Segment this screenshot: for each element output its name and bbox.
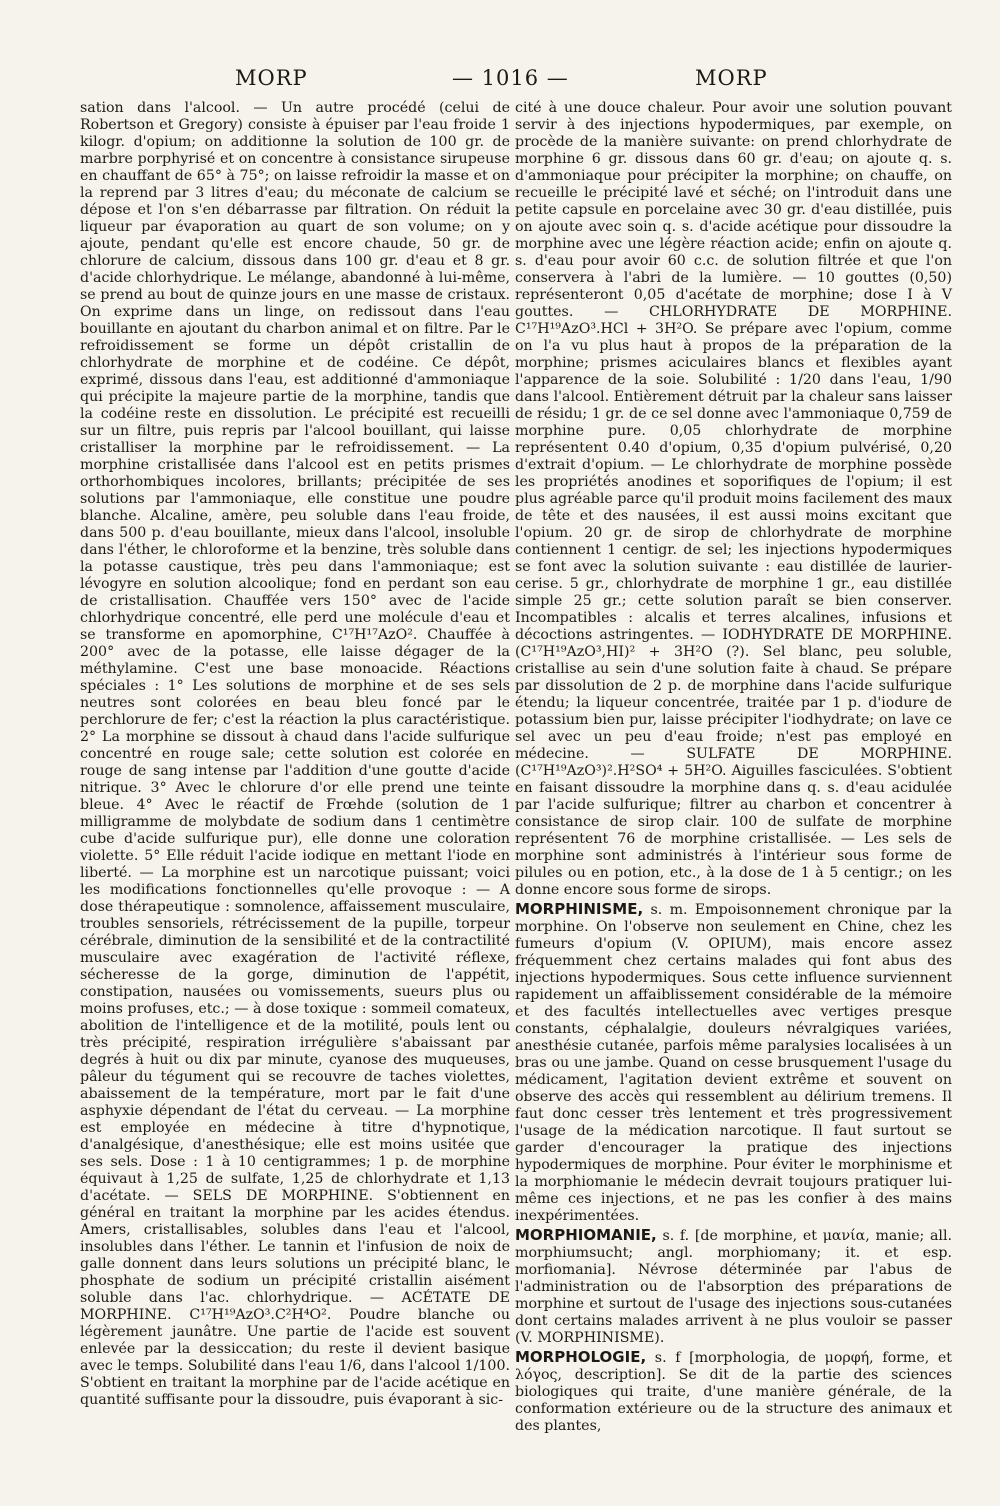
entry-head-morphiomanie: MORPHIOMANIE, bbox=[515, 1226, 657, 1244]
running-head bbox=[0, 66, 1000, 90]
entry-morphiomanie bbox=[515, 1227, 952, 1347]
entry-body-morphiomanie: s. f. [de morphine, et μανία, manie; all. morphiumsucht; angl. morphiomany; it. et esp. morfiomania]. Névrose déterminée par l'abus de l'administration ou de l'absorption des préparations de morphine et surtout de l'usage des injections sous-cutanées dont certains malades arrivent à ne plus vouloir se passer (V. MORPHINISME). bbox=[515, 1228, 952, 1346]
entry-head-morphologie: MORPHOLOGIE, bbox=[515, 1348, 647, 1366]
morphine-entry-continuation: sation dans l'alcool. — Un autre procédé (celui de Robertson et Gregory) consiste à épuiser par l'eau froide 1 kilogr. d'opium; on additionne la solution de 100 gr. de marbre porphyrisé et on concentre à consistance sirupeuse en chauffant de 65° à 75°; on laisse refroidir la masse et on la reprend par 3 litres d'eau; du méconate de calcium se dépose et l'on s'en débarrasse par filtration. On réduit la liqueur par évaporation au quart de son volume; on y ajoute, pendant qu'elle est encore chaude, 50 gr. de chlorure de calcium, dissous dans 100 gr. d'eau et 8 gr. d'acide chlorhydrique. Le mélange, abandonné à lui-même, se prend au bout de quinze jours en une masse de cristaux. On exprime dans un linge, on redissout dans l'eau bouillante en ajoutant du charbon animal et on filtre. Par le refroidissement se forme un dépôt cristallin de chlorhydrate de morphine et de codéine. Ce dépôt, exprimé, dissous dans l'eau, est additionné d'ammoniaque qui précipite la majeure partie de la morphine, tandis que la codéine reste en dissolution. Le précipité est recueilli sur un filtre, puis repris par l'alcool bouillant, qui laisse cristalliser la morphine par le refroidissement. — La morphine cristallisée dans l'alcool est en petits prismes orthorhombiques incolores, brillants; précipitée de ses solutions par l'ammoniaque, elle constitue une poudre blanche. Alcaline, amère, peu soluble dans l'eau froide, dans 500 p. d'eau bouillante, mieux dans l'alcool, insoluble dans l'éther, le chloroforme et la benzine, très soluble dans la potasse caustique, très peu dans l'ammoniaque; est lévogyre en solution alcoolique; fond en perdant son eau de cristallisation. Chauffée vers 150° avec de l'acide chlorhydrique concentré, elle perd une molécule d'eau et se transforme en apomorphine, C¹⁷H¹⁷AzO². Chauffée à 200° avec de la potasse, elle laisse dégager de la méthylamine. C'est une base monoacide. Réactions spéciales : 1° Les solutions de morphine et de ses sels neutres sont colorées en beau bleu foncé par le perchlorure de fer; c'est la réaction la plus caractéristique. 2° La morphine se dissout à chaud dans l'acide sulfurique concentré en rouge sale; cette solution est colorée en rouge de sang intense par l'addition d'une goutte d'acide nitrique. 3° Avec le chlorure d'or elle prend une teinte bleue. 4° Avec le réactif de Frœhde (solution de 1 milligramme de molybdate de sodium dans 1 centimètre cube d'acide sulfurique pur), elle donne une coloration violette. 5° Elle réduit l'acide iodique en mettant l'iode en liberté. — La morphine est un narcotique puissant; voici les modifications fonctionnelles qu'elle provoque : — A dose thérapeutique : somnolence, affaissement musculaire, troubles sensoriels, rétrécissement de la pupille, torpeur cérébrale, diminution de la sensibilité et de la contractilité musculaire avec exagération de l'activité réflexe, sécheresse de la gorge, diminution de l'appétit, constipation, nausées ou vomissements, sueurs plus ou moins profuses, etc.; — à dose toxique : sommeil comateux, abolition de l'intelligence et de la motilité, pouls lent ou très précipité, respiration irrégulière s'abaissant par degrés à huit ou dix par minute, cyanose des muqueuses, pâleur du tégument qui se recouvre de taches violettes, abaissement de la température, mort par le fait d'une asphyxie dépendant de l'état du cerveau. — La morphine est employée en médecine à titre d'hypnotique, d'analgésique, d'anesthésique; elle est moins usitée que ses sels. Dose : 1 à 10 centigrammes; 1 p. de morphine équivaut à 1,25 de sulfate, 1,25 de chlorhydrate et 1,13 d'acétate. — SELS DE MORPHINE. S'obtiennent en général en traitant la morphine par les acides étendus. Amers, cristallisables, solubles dans l'eau et l'alcool, insolubles dans l'éther. Le tannin et l'infusion de noix de galle donnent dans leurs solutions un précipité blanc, le phosphate de sodium un précipité cristallin aisément soluble dans l'ac. chlorhydrique. — ACÉTATE DE MORPHINE. C¹⁷H¹⁹AzO³.C²H⁴O². Poudre blanche ou légèrement jaunâtre. Une partie de l'acide est souvent enlevée par la dessiccation; du reste il devient basique avec le temps. Solubilité dans l'eau 1/6, dans l'alcool 1/100. S'obtient en traitant la morphine par de l'acide acétique en quantité suffisante pour la dissoudre, puis évaporant à sic- bbox=[80, 100, 510, 1408]
entry-body-morphologie: s. f [morphologia, de μορφή, forme, et λόγος, description]. Se dit de la partie des sciences biologiques qui traite, d'une manière générale, de la conformation extérieure ou de la structure des animaux et des plantes, bbox=[515, 1350, 952, 1434]
salts-continuation: cité à une douce chaleur. Pour avoir une solution pouvant servir à des injections hypodermiques, par exemple, on procède de la manière suivante: on prend chlorhydrate de morphine 6 gr. dissous dans 60 gr. d'eau; on ajoute q. s. d'ammoniaque pour précipiter la morphine; on chauffe, on recueille le précipité lavé et séché; on l'introduit dans une petite capsule en porcelaine avec 30 gr. d'eau distillée, puis on ajoute avec soin q. s. d'acide acétique pour dissoudre la morphine avec une légère réaction acide; enfin on ajoute q. s. d'eau pour avoir 60 c.c. de solution filtrée et que l'on conservera à l'abri de la lumière. — 10 gouttes (0,50) représenteront 0,05 d'acétate de morphine; dose I à V gouttes. — CHLORHYDRATE DE MORPHINE. C¹⁷H¹⁹AzO³.HCl + 3H²O. Se prépare avec l'opium, comme on l'a vu plus haut à propos de la préparation de la morphine; prismes aciculaires blancs et flexibles ayant l'apparence de la soie. Solubilité : 1/20 dans l'eau, 1/90 dans l'alcool. Entièrement détruit par la chaleur sans laisser de résidu; 1 gr. de ce sel donne avec l'ammoniaque 0,759 de morphine pure. 0,05 chlorhydrate de morphine représentent 0.40 d'opium, 0,35 d'opium pulvérisé, 0,20 d'extrait d'opium. — Le chlorhydrate de morphine possède les propriétés anodines et soporifiques de l'opium; il est plus agréable parce qu'il produit moins facilement des maux de tête et des nausées, il est aussi moins excitant que l'opium. 20 gr. de sirop de chlorhydrate de morphine contiennent 1 centigr. de sel; les injections hypodermiques se font avec la solution suivante : eau distillée de laurier-cerise. 5 gr., chlorhydrate de morphine 1 gr., eau distillée simple 25 gr.; cette solution paraît se bien conserver. Incompatibles : alcalis et terres alcalines, infusions et décoctions astringentes. — IODHYDRATE DE MORPHINE. (C¹⁷H¹⁹AzO³,HI)² + 3H²O (?). Sel blanc, peu soluble, cristallise au sein d'une solution faite à chaud. Se prépare par dissolution de 2 p. de morphine dans l'acide sulfurique étendu; la liqueur concentrée, traitée par 1 p. d'iodure de potassium bien pur, laisse précipiter l'iodhydrate; on lave ce sel avec un peu d'eau froide; n'est pas employé en médecine. — SULFATE DE MORPHINE. (C¹⁷H¹⁹AzO³)².H²SO⁴ + 5H²O. Aiguilles fasciculées. S'obtient en faisant dissoudre la morphine dans q. s. d'eau acidulée par l'acide sulfurique; filtrer au charbon et concentrer à consistance de sirop clair. 100 de sulfate de morphine représentent 76 de morphine cristallisée. — Les sels de morphine sont administrés à l'intérieur sous forme de pilules ou en potion, etc., à la dose de 1 à 5 centigr.; on les donne encore sous forme de sirops. bbox=[515, 100, 952, 898]
right-column bbox=[515, 100, 952, 1435]
entry-morphinisme bbox=[515, 901, 952, 1225]
running-head-left: MORP bbox=[235, 66, 308, 90]
left-column bbox=[80, 100, 510, 1409]
page-number: — 1016 — bbox=[452, 66, 569, 90]
entry-head-morphinisme: MORPHINISME, bbox=[515, 900, 644, 918]
running-head-right: MORP bbox=[695, 66, 768, 90]
entry-morphologie bbox=[515, 1349, 952, 1435]
entry-body-morphinisme: s. m. Empoisonnement chronique par la morphine. On l'observe non seulement en Chine, chez les fumeurs d'opium (V. OPIUM), mais encore assez fréquemment chez certains malades qui font abus des injections hypodermiques. Sous cette influence surviennent rapidement un affaiblissement considérable de la mémoire et des facultés intellectuelles avec vertiges presque constants, céphalalgie, douleurs névralgiques variées, anesthésie cutanée, parfois même paralysies localisées à un bras ou une jambe. Quand on cesse brusquement l'usage du médicament, l'agitation devient extrême et souvent on observe des accès qui ressemblent au délirium tremens. Il faut donc cesser très lentement et très progressivement l'usage de la médication narcotique. Il faut surtout se garder d'encourager la pratique des injections hypodermiques de morphine. Pour éviter le morphinisme et la morphiomanie le médecin devrait toujours pratiquer lui-même ces injections, et ne pas les confier à des mains inexpérimentées. bbox=[515, 902, 952, 1224]
